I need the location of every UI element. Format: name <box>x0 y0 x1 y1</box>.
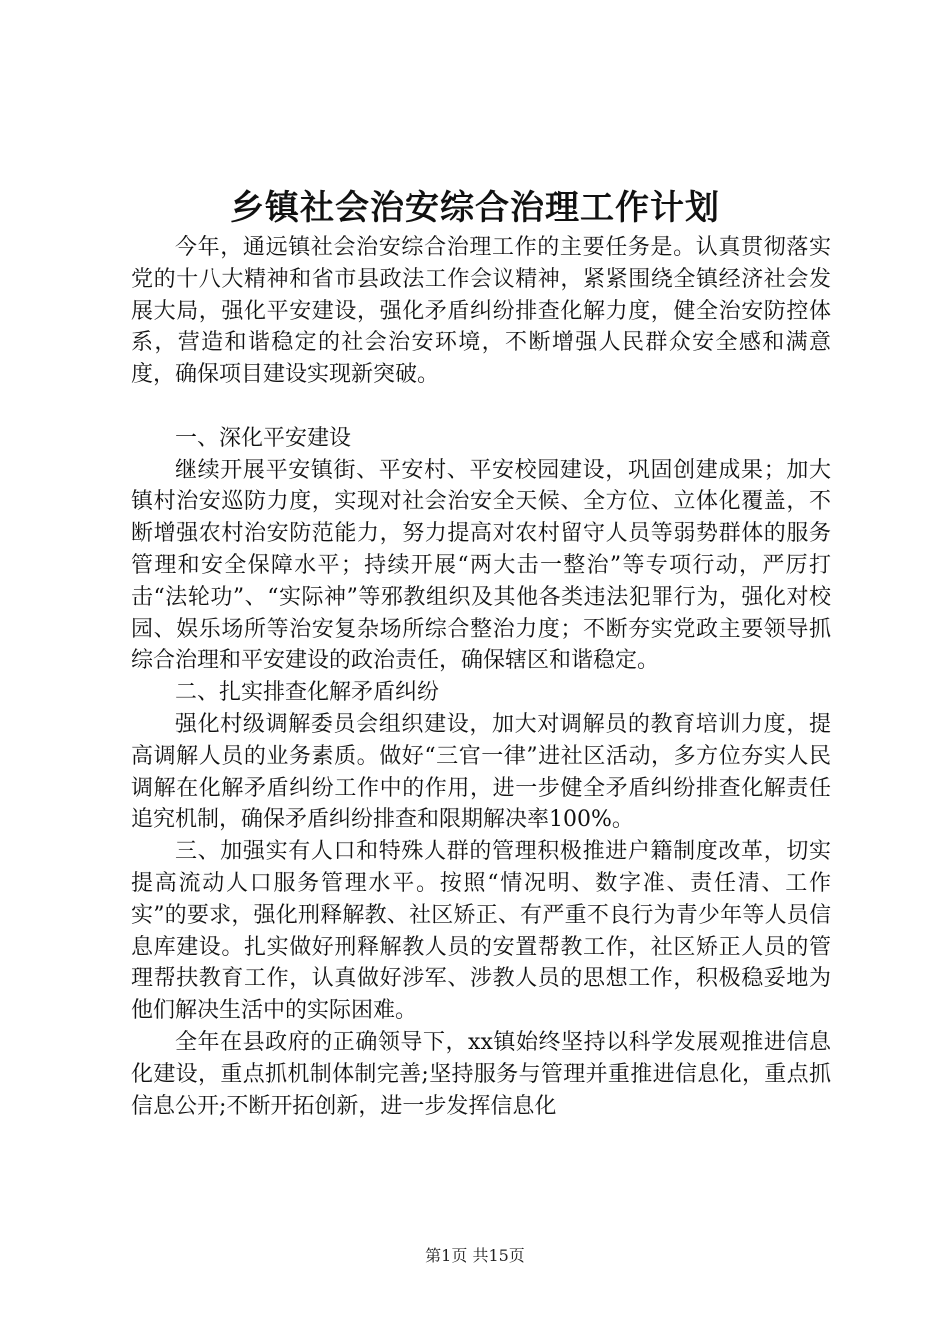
paragraph-section-1: 继续开展平安镇街、平安村、平安校园建设，巩固创建成果；加大镇村治安巡防力度，实现对社会治安全天候、全方位、立体化覆盖，不断增强农村治安防范能力，努力提高对农村留守人员等弱势群体的服务管理和安全保障水平；持续开展“两大击一整治”等专项行动，严厉打击“法轮功”、“实际神”等邪教组织及其他各类违法犯罪行为，强化对校园、娱乐场所等治安复杂场所综合整治力度；不断夯实党政主要领导抓综合治理和平安建设的政治责任，确保辖区和谐稳定。 <box>131 457 831 674</box>
page-number-footer: 第1页 共15页 <box>425 1246 525 1265</box>
paragraph-section-3: 三、加强实有人口和特殊人群的管理积极推进户籍制度改革，切实提高流动人口服务管理水平。按照“情况明、数字准、责任清、工作实”的要求，强化刑释解教、社区矫正、有严重不良行为青少年等人员信息库建设。扎实做好刑释解教人员的安置帮教工作，社区矫正人员的管理帮扶教育工作，认真做好涉军、涉教人员的思想工作，积极稳妥地为他们解决生活中的实际困难。 <box>131 839 831 1024</box>
paragraph-intro: 今年，通远镇社会治安综合治理工作的主要任务是。认真贯彻落实党的十八大精神和省市县政法工作会议精神，紧紧围绕全镇经济社会发展大局，强化平安建设，强化矛盾纠纷排查化解力度，健全治安防控体系，营造和谐稳定的社会治安环境，不断增强人民群众安全感和满意度，确保项目建设实现新突破。 <box>131 235 831 388</box>
section-heading-2: 二、扎实排查化解矛盾纠纷 <box>175 680 440 706</box>
section-heading-1: 一、深化平安建设 <box>175 425 352 451</box>
document-body <box>131 232 831 1122</box>
paragraph-closing: 全年在县政府的正确领导下，xx镇始终坚持以科学发展观推进信息化建设，重点抓机制体制完善;坚持服务与管理并重推进信息化，重点抓信息公开;不断开拓创新，进一步发挥信息化 <box>131 1029 831 1119</box>
document-title: 乡镇社会治安综合治理工作计划 <box>230 188 720 228</box>
paragraph-section-2: 强化村级调解委员会组织建设，加大对调解员的教育培训力度，提高调解人员的业务素质。做好“三官一律”进社区活动，多方位夯实人民调解在化解矛盾纠纷工作中的作用，进一步健全矛盾纠纷排查化解责任追究机制，确保矛盾纠纷排查和限期解决率100%。 <box>131 711 831 833</box>
